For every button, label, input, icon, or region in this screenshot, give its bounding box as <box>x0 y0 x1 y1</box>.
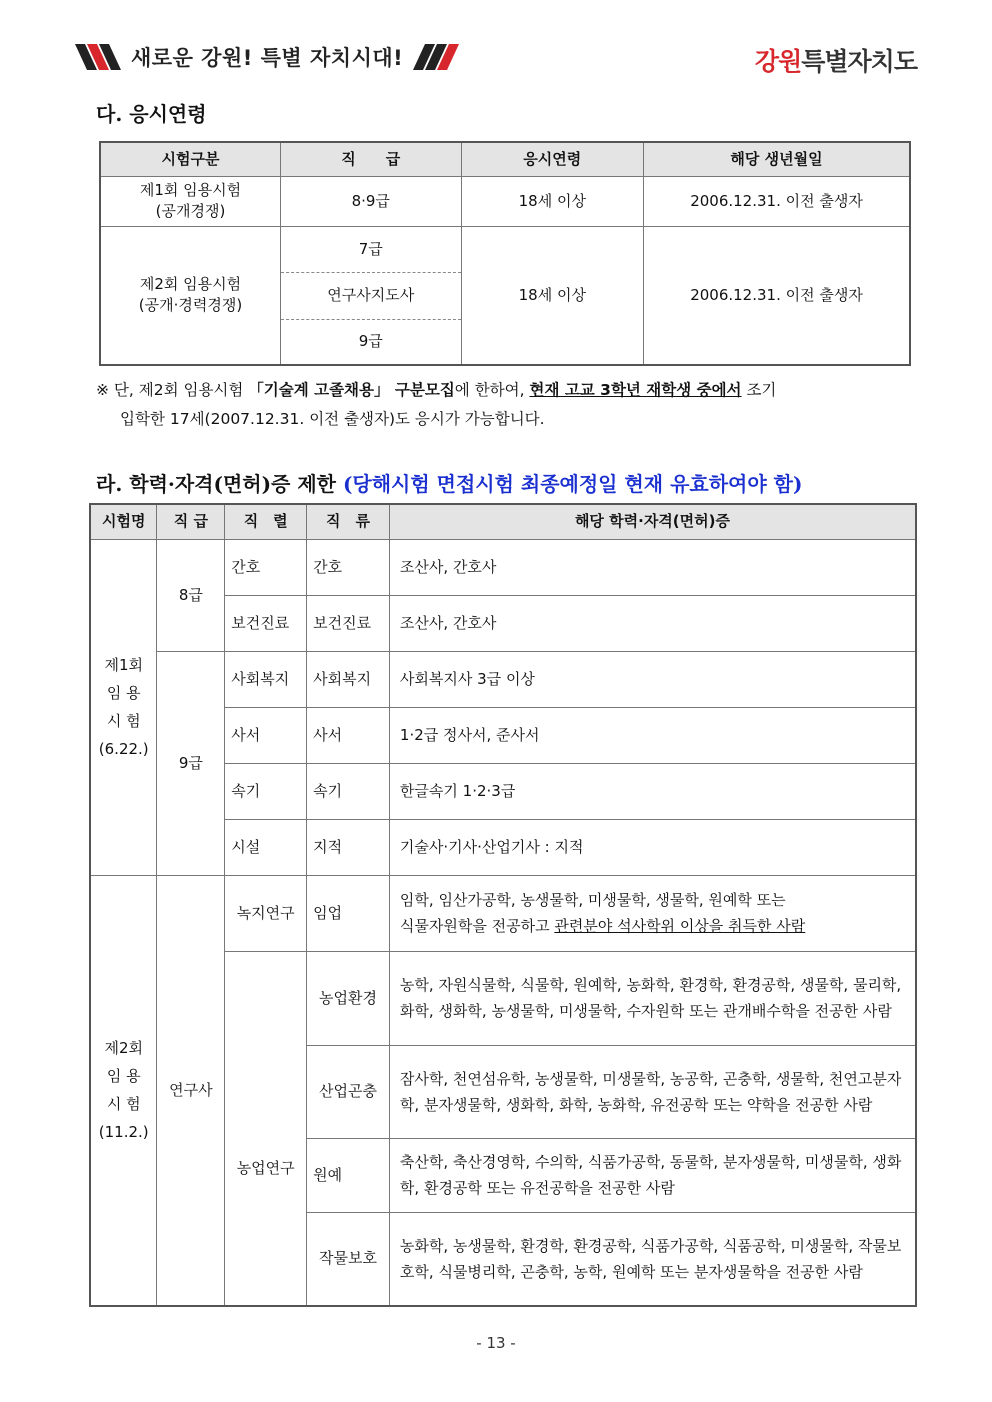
exam-cell: 제1회 임용시험 (공개경쟁) <box>100 176 280 226</box>
field-cell: 보건진료 <box>307 595 390 651</box>
table-row <box>90 539 916 595</box>
col-header: 해당 생년월일 <box>644 142 910 176</box>
series-cell: 속기 <box>225 763 307 819</box>
birth-cell: 2006.12.31. 이전 출생자 <box>644 226 910 365</box>
qualification-cell: 1·2급 정사서, 준사서 <box>389 707 916 763</box>
series-cell: 사서 <box>225 707 307 763</box>
grade-cell: 8급 <box>157 539 225 651</box>
brand-logo: 강원특별자치도 <box>754 47 917 76</box>
qualification-cell: 사회복지사 3급 이상 <box>389 651 916 707</box>
qualification-table <box>89 503 917 1307</box>
field-cell: 작물보호 <box>307 1212 390 1306</box>
field-cell: 속기 <box>307 763 390 819</box>
grade-cell: 연구사지도사 <box>280 272 461 319</box>
qualification-cell: 임학, 임산가공학, 농생물학, 미생물학, 생물학, 원예학 또는 식물자원학을 전공하고 관련분야 석사학위 이상을 취득한 사람 <box>389 875 916 951</box>
col-header: 시험명 <box>90 504 157 539</box>
table-row <box>100 176 910 226</box>
field-cell: 사서 <box>307 707 390 763</box>
series-cell: 녹지연구 <box>225 875 307 951</box>
series-cell: 보건진료 <box>225 595 307 651</box>
qualification-cell: 농화학, 농생물학, 환경학, 환경공학, 식품가공학, 식품공학, 미생물학, 작물보호학, 식물병리학, 곤충학, 농학, 원예학 또는 분자생물학을 전공한 사람 <box>389 1212 916 1306</box>
qualification-cell: 조산사, 간호사 <box>389 595 916 651</box>
page-number: - 13 - <box>476 1334 516 1352</box>
field-cell: 임업 <box>307 875 390 951</box>
field-cell: 산업곤충 <box>307 1045 390 1138</box>
birth-cell: 2006.12.31. 이전 출생자 <box>644 176 910 226</box>
col-header: 해당 학력·자격(면허)증 <box>389 504 916 539</box>
col-header: 직 급 <box>157 504 225 539</box>
exam-cell: 제2회 임용시험 (공개·경력경쟁) <box>100 226 280 365</box>
page-header <box>75 40 917 74</box>
field-cell: 원예 <box>307 1138 390 1212</box>
series-cell: 시설 <box>225 819 307 875</box>
age-table <box>99 141 911 366</box>
col-header: 직 렬 <box>225 504 307 539</box>
qualification-cell: 잠사학, 천연섬유학, 농생물학, 미생물학, 농공학, 곤충학, 생물학, 천연고분자학, 분자생물학, 생화학, 화학, 농화학, 유전공학 또는 약학을 전공한 사람 <box>389 1045 916 1138</box>
exam-name-cell: 제2회 임 용 시 험 (11.2.) <box>90 875 157 1306</box>
qualification-cell: 조산사, 간호사 <box>389 539 916 595</box>
qualification-cell: 농학, 자원식물학, 식물학, 원예학, 농화학, 환경학, 환경공학, 생물학, 물리학, 화학, 생화학, 농생물학, 미생물학, 수자원학 또는 관개배수학을 전공한 사람 <box>389 951 916 1045</box>
exam-name-cell: 제1회 임 용 시 험 (6.22.) <box>90 539 157 875</box>
section-title-age: 다. 응시연령 <box>96 102 207 126</box>
col-header: 직 류 <box>307 504 390 539</box>
series-cell: 농업연구 <box>225 951 307 1306</box>
grade-cell: 7급 <box>280 226 461 272</box>
stripe-right-icon <box>413 44 459 70</box>
table-row <box>100 226 910 272</box>
table-row <box>90 875 916 951</box>
col-header: 직 급 <box>280 142 461 176</box>
age-cell: 18세 이상 <box>461 176 643 226</box>
grade-cell: 9급 <box>157 651 225 875</box>
col-header: 응시연령 <box>461 142 643 176</box>
grade-cell: 8·9급 <box>280 176 461 226</box>
field-cell: 간호 <box>307 539 390 595</box>
slogan-banner <box>75 40 459 74</box>
age-cell: 18세 이상 <box>461 226 643 365</box>
field-cell: 농업환경 <box>307 951 390 1045</box>
grade-cell: 연구사 <box>157 875 225 1306</box>
grade-cell: 9급 <box>280 319 461 365</box>
section-title-qualification: 라. 학력·자격(면허)증 제한 (당해시험 면접시험 최종예정일 현재 유효하여야 함) <box>96 472 803 496</box>
qualification-cell: 축산학, 축산경영학, 수의학, 식품가공학, 동물학, 분자생물학, 미생물학, 생화학, 환경공학 또는 유전공학을 전공한 사람 <box>389 1138 916 1212</box>
slogan-text: 새로운 강원! 특별 자치시대! <box>131 46 404 70</box>
field-cell: 지적 <box>307 819 390 875</box>
stripe-left-icon <box>75 44 121 70</box>
series-cell: 사회복지 <box>225 651 307 707</box>
qualification-cell: 기술사·기사·산업기사 : 지적 <box>389 819 916 875</box>
table-row <box>90 651 916 707</box>
series-cell: 간호 <box>225 539 307 595</box>
age-note: ※ 단, 제2회 임용시험 「기술계 고졸채용」 구분모집에 한하여, 현재 고교 3학년 재학생 중에서 조기 입학한 17세(2007.12.31. 이전 출생자)도 응시가 가능합니다. <box>96 381 777 428</box>
col-header: 시험구분 <box>100 142 280 176</box>
field-cell: 사회복지 <box>307 651 390 707</box>
qualification-cell: 한글속기 1·2·3급 <box>389 763 916 819</box>
